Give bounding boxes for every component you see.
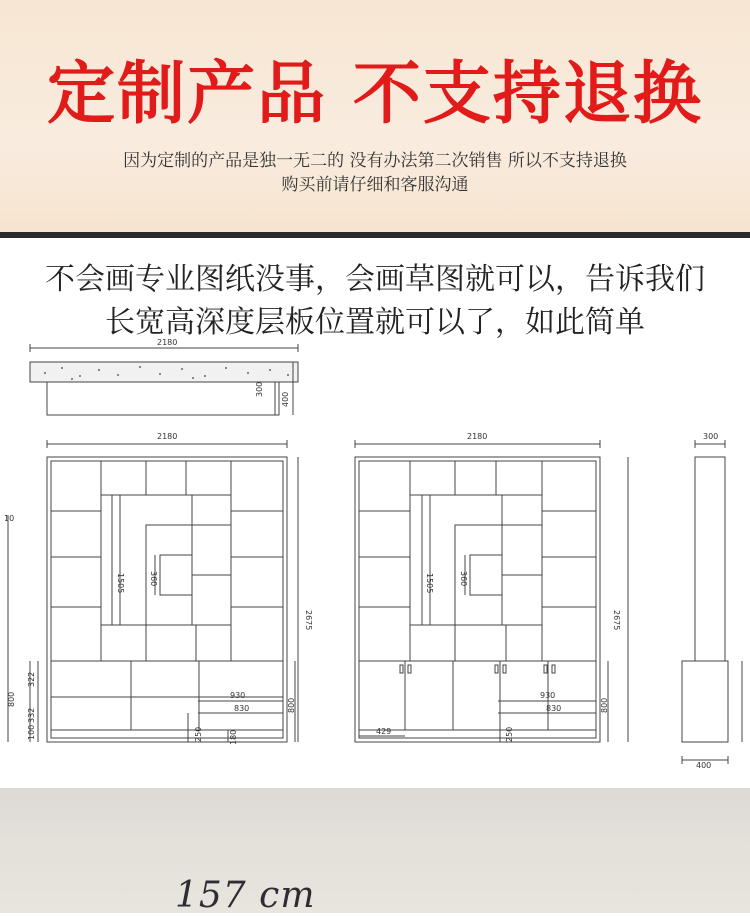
handwritten-note: 157 cm: [175, 875, 316, 916]
front-view-a: [8, 440, 298, 742]
dim-inner-box-b: 360: [459, 571, 468, 587]
dim-inner-height-b: 1505: [425, 573, 434, 594]
dim-top-width: 2180: [157, 338, 178, 347]
dim-cab-right-b: 800: [600, 697, 609, 713]
dim-d180-a: 180: [229, 729, 238, 745]
intro-line2: 长宽高深度层板位置就可以了，如此简单: [105, 305, 645, 340]
banner-title: 定制产品 不支持退换: [47, 55, 703, 134]
dim-front-a-height: 2675: [304, 610, 313, 631]
dim-front-a-width: 2180: [157, 432, 178, 441]
divider: [0, 232, 750, 238]
dim-cab-sub3: 100: [27, 724, 36, 740]
dim-side-top: 300: [703, 432, 719, 441]
banner-subtitle-line2: 购买前请仔细和客服沟通: [281, 175, 469, 195]
dim-top-h2: 400: [281, 391, 290, 407]
dim-w930-a: 930: [230, 691, 246, 700]
dim-cabinet-height: 800: [7, 691, 16, 707]
dim-w830-b: 830: [546, 704, 562, 713]
dim-d250-a: 250: [194, 726, 203, 742]
notice-banner: [0, 0, 750, 238]
dim-front-b-height: 2675: [612, 610, 621, 631]
dim-front-b-width: 2180: [467, 432, 488, 441]
banner-subtitle-line1: 因为定制的产品是独一无二的 没有办法第二次销售 所以不支持退换: [123, 151, 627, 171]
dim-cab-sub2: 332: [27, 707, 36, 723]
dim-top-h1: 300: [255, 381, 264, 397]
cabinet-drawing: [0, 335, 750, 785]
dim-inner-height: 1505: [116, 573, 125, 594]
dim-left-mark: 10: [4, 514, 15, 523]
dim-w930-b: 930: [540, 691, 556, 700]
dim-cab-right: 800: [287, 697, 296, 713]
dim-cab-sub1: 322: [27, 671, 36, 687]
side-view: [682, 440, 742, 764]
intro-line1: 不会画专业图纸没事，会画草图就可以，告诉我们: [45, 262, 705, 297]
sketch-photo: [0, 788, 750, 913]
dim-w830-a: 830: [234, 704, 250, 713]
front-view-b: [355, 440, 628, 742]
dim-side-bottom: 400: [696, 761, 712, 770]
top-view: [30, 344, 298, 415]
dim-d250-b: 250: [505, 726, 514, 742]
dim-door-width: 429: [376, 727, 392, 736]
dim-inner-box: 360: [149, 571, 158, 587]
